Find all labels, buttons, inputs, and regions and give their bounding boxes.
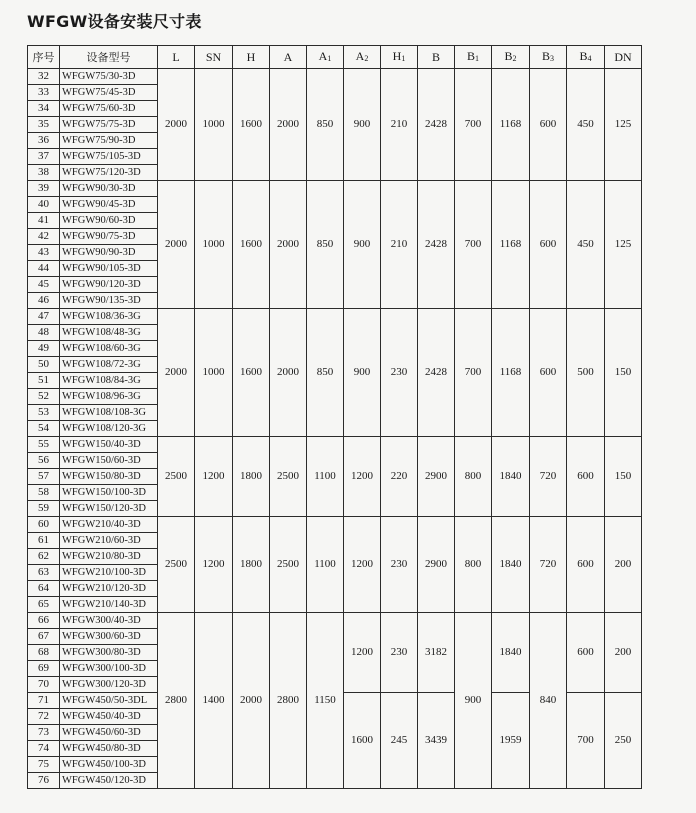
model-cell: WFGW450/120-3D — [60, 773, 158, 789]
dimension-cell-a2: 1200 — [344, 437, 381, 517]
model-cell: WFGW210/120-3D — [60, 581, 158, 597]
row-index-cell: 66 — [28, 613, 60, 629]
column-header-b — [418, 46, 455, 69]
dimension-cell-l: 2000 — [158, 309, 195, 437]
dimension-cell-b: 3182 — [418, 613, 455, 693]
dimension-cell-b2: 1840 — [492, 517, 530, 613]
row-index-cell: 53 — [28, 405, 60, 421]
dimension-cell-b1: 700 — [455, 69, 492, 181]
model-cell: WFGW210/140-3D — [60, 597, 158, 613]
column-header-label: H — [246, 49, 256, 64]
column-header-label: A — [355, 48, 365, 63]
row-index-cell: 63 — [28, 565, 60, 581]
row-index-cell: 58 — [28, 485, 60, 501]
dimension-cell-l: 2000 — [158, 181, 195, 309]
model-cell: WFGW108/108-3G — [60, 405, 158, 421]
dimension-cell-a1: 1100 — [307, 517, 344, 613]
row-index-cell: 32 — [28, 69, 60, 85]
column-header-label: B — [579, 48, 588, 63]
row-index-cell: 55 — [28, 437, 60, 453]
row-index-cell: 71 — [28, 693, 60, 709]
dimension-cell-a2: 900 — [344, 309, 381, 437]
dimension-cell-a: 2000 — [270, 181, 307, 309]
row-index-cell: 38 — [28, 165, 60, 181]
dimension-cell-h1: 220 — [381, 437, 418, 517]
column-header-subscript: 3 — [550, 53, 554, 63]
dimension-cell-b: 2428 — [418, 181, 455, 309]
dimension-cell-a1: 850 — [307, 69, 344, 181]
model-cell: WFGW450/100-3D — [60, 757, 158, 773]
dimension-cell-a: 2500 — [270, 437, 307, 517]
model-cell: WFGW150/60-3D — [60, 453, 158, 469]
row-index-cell: 46 — [28, 293, 60, 309]
dimension-cell-b3: 720 — [530, 517, 567, 613]
column-header-label: B — [541, 48, 550, 63]
column-header-index — [28, 46, 60, 69]
column-header-label: B — [504, 48, 513, 63]
model-cell: WFGW90/45-3D — [60, 197, 158, 213]
row-index-cell: 52 — [28, 389, 60, 405]
column-header-a1 — [307, 46, 344, 69]
dimension-cell-b1: 700 — [455, 309, 492, 437]
model-cell: WFGW450/40-3D — [60, 709, 158, 725]
model-cell: WFGW300/40-3D — [60, 613, 158, 629]
dimension-cell-sn: 1000 — [195, 181, 233, 309]
dimension-cell-sn: 1200 — [195, 437, 233, 517]
dimension-cell-b2: 1840 — [492, 437, 530, 517]
row-index-cell: 42 — [28, 229, 60, 245]
row-index-cell: 60 — [28, 517, 60, 533]
column-header-label: B — [466, 48, 475, 63]
column-header-label: 序号 — [32, 50, 55, 64]
column-header-subscript: 1 — [327, 53, 332, 63]
model-cell: WFGW300/100-3D — [60, 661, 158, 677]
dimension-cell-dn: 125 — [605, 181, 642, 309]
dimension-cell-h: 1600 — [233, 181, 270, 309]
dimension-cell-b1: 800 — [455, 437, 492, 517]
row-index-cell: 56 — [28, 453, 60, 469]
column-header-model — [60, 46, 158, 69]
row-index-cell: 41 — [28, 213, 60, 229]
row-index-cell: 47 — [28, 309, 60, 325]
row-index-cell: 67 — [28, 629, 60, 645]
model-cell: WFGW108/84-3G — [60, 373, 158, 389]
column-header-label: DN — [614, 49, 632, 64]
dimension-cell-b3: 600 — [530, 181, 567, 309]
table-body — [28, 69, 642, 789]
table-row — [28, 613, 642, 629]
dimension-cell-b1: 800 — [455, 517, 492, 613]
model-cell: WFGW210/40-3D — [60, 517, 158, 533]
model-cell: WFGW90/120-3D — [60, 277, 158, 293]
row-index-cell: 72 — [28, 709, 60, 725]
model-cell: WFGW450/80-3D — [60, 741, 158, 757]
model-cell: WFGW108/48-3G — [60, 325, 158, 341]
dimension-cell-sn: 1200 — [195, 517, 233, 613]
dimension-cell-b4: 450 — [567, 181, 605, 309]
table-row — [28, 517, 642, 533]
dimension-cell-h1: 210 — [381, 69, 418, 181]
dimension-cell-a: 2500 — [270, 517, 307, 613]
table-row — [28, 309, 642, 325]
row-index-cell: 43 — [28, 245, 60, 261]
row-index-cell: 69 — [28, 661, 60, 677]
dimension-cell-h1: 230 — [381, 517, 418, 613]
document-title: WFGW设备安装尺寸表 — [27, 12, 202, 31]
model-cell: WFGW108/72-3G — [60, 357, 158, 373]
dimension-cell-b1: 900 — [455, 613, 492, 789]
dimension-cell-b3: 840 — [530, 613, 567, 789]
dimension-cell-h: 1600 — [233, 309, 270, 437]
column-header-dn — [605, 46, 642, 69]
dimension-cell-sn: 1400 — [195, 613, 233, 789]
dimension-cell-a2: 1600 — [344, 693, 381, 789]
dimension-cell-a: 2800 — [270, 613, 307, 789]
column-header-label: SN — [205, 49, 222, 64]
row-index-cell: 44 — [28, 261, 60, 277]
model-cell: WFGW90/30-3D — [60, 181, 158, 197]
table-row — [28, 69, 642, 85]
dimension-cell-b: 2428 — [418, 69, 455, 181]
row-index-cell: 64 — [28, 581, 60, 597]
dimension-cell-b3: 600 — [530, 69, 567, 181]
installation-dimension-table — [27, 45, 642, 789]
row-index-cell: 51 — [28, 373, 60, 389]
model-cell: WFGW300/60-3D — [60, 629, 158, 645]
model-cell: WFGW90/105-3D — [60, 261, 158, 277]
dimension-cell-a1: 850 — [307, 181, 344, 309]
dimension-cell-b4: 600 — [567, 613, 605, 693]
row-index-cell: 35 — [28, 117, 60, 133]
column-header-label: H — [392, 48, 402, 63]
model-cell: WFGW150/100-3D — [60, 485, 158, 501]
dimension-cell-h1: 230 — [381, 309, 418, 437]
column-header-l — [158, 46, 195, 69]
dimension-cell-sn: 1000 — [195, 69, 233, 181]
model-cell: WFGW108/96-3G — [60, 389, 158, 405]
dimension-cell-b: 2900 — [418, 437, 455, 517]
row-index-cell: 50 — [28, 357, 60, 373]
column-header-label: A — [318, 48, 328, 63]
dimension-cell-dn: 200 — [605, 517, 642, 613]
dimension-cell-dn: 150 — [605, 309, 642, 437]
dimension-cell-b2: 1959 — [492, 693, 530, 789]
row-index-cell: 40 — [28, 197, 60, 213]
row-index-cell: 45 — [28, 277, 60, 293]
column-header-subscript: 2 — [512, 53, 517, 63]
row-index-cell: 70 — [28, 677, 60, 693]
model-cell: WFGW108/120-3G — [60, 421, 158, 437]
column-header-h — [233, 46, 270, 69]
dimension-cell-h1: 210 — [381, 181, 418, 309]
row-index-cell: 37 — [28, 149, 60, 165]
column-header-h1 — [381, 46, 418, 69]
model-cell: WFGW90/75-3D — [60, 229, 158, 245]
dimension-cell-b4: 450 — [567, 69, 605, 181]
column-header-subscript: 4 — [587, 53, 592, 63]
model-cell: WFGW210/60-3D — [60, 533, 158, 549]
row-index-cell: 39 — [28, 181, 60, 197]
dimension-cell-h: 1800 — [233, 437, 270, 517]
dimension-cell-h1: 230 — [381, 613, 418, 693]
model-cell: WFGW75/90-3D — [60, 133, 158, 149]
column-header-subscript: 2 — [364, 53, 369, 63]
model-cell: WFGW75/75-3D — [60, 117, 158, 133]
dimension-cell-h: 1800 — [233, 517, 270, 613]
column-header-subscript: 1 — [475, 53, 479, 63]
row-index-cell: 74 — [28, 741, 60, 757]
row-index-cell: 73 — [28, 725, 60, 741]
model-cell: WFGW450/60-3D — [60, 725, 158, 741]
row-index-cell: 33 — [28, 85, 60, 101]
column-header-label: A — [283, 49, 293, 64]
column-header-label: B — [431, 49, 440, 64]
model-cell: WFGW108/60-3G — [60, 341, 158, 357]
dimension-cell-h1: 245 — [381, 693, 418, 789]
row-index-cell: 57 — [28, 469, 60, 485]
dimension-cell-b3: 600 — [530, 309, 567, 437]
column-header-subscript: 1 — [401, 53, 406, 63]
row-index-cell: 62 — [28, 549, 60, 565]
model-cell: WFGW108/36-3G — [60, 309, 158, 325]
dimension-cell-b2: 1168 — [492, 181, 530, 309]
dimension-cell-dn: 150 — [605, 437, 642, 517]
row-index-cell: 75 — [28, 757, 60, 773]
model-cell: WFGW150/80-3D — [60, 469, 158, 485]
dimension-cell-a2: 900 — [344, 69, 381, 181]
model-cell: WFGW90/60-3D — [60, 213, 158, 229]
model-cell: WFGW210/80-3D — [60, 549, 158, 565]
dimension-cell-a2: 1200 — [344, 613, 381, 693]
dimension-cell-l: 2800 — [158, 613, 195, 789]
dimension-cell-a: 2000 — [270, 69, 307, 181]
dimension-cell-l: 2000 — [158, 69, 195, 181]
table-row — [28, 181, 642, 197]
row-index-cell: 59 — [28, 501, 60, 517]
row-index-cell: 36 — [28, 133, 60, 149]
dimension-cell-b4: 700 — [567, 693, 605, 789]
column-header-a — [270, 46, 307, 69]
dimension-cell-b2: 1168 — [492, 309, 530, 437]
row-index-cell: 61 — [28, 533, 60, 549]
model-cell: WFGW300/120-3D — [60, 677, 158, 693]
dimension-cell-l: 2500 — [158, 517, 195, 613]
dimension-cell-b2: 1168 — [492, 69, 530, 181]
row-index-cell: 65 — [28, 597, 60, 613]
column-header-sn — [195, 46, 233, 69]
model-cell: WFGW90/135-3D — [60, 293, 158, 309]
dimension-cell-a: 2000 — [270, 309, 307, 437]
dimension-cell-b4: 600 — [567, 517, 605, 613]
model-cell: WFGW150/120-3D — [60, 501, 158, 517]
model-cell: WFGW150/40-3D — [60, 437, 158, 453]
row-index-cell: 48 — [28, 325, 60, 341]
table-header-row — [28, 46, 642, 69]
model-cell: WFGW210/100-3D — [60, 565, 158, 581]
model-cell: WFGW75/105-3D — [60, 149, 158, 165]
row-index-cell: 54 — [28, 421, 60, 437]
dimension-cell-h: 2000 — [233, 613, 270, 789]
model-cell: WFGW90/90-3D — [60, 245, 158, 261]
dimension-cell-l: 2500 — [158, 437, 195, 517]
dimension-cell-b: 2900 — [418, 517, 455, 613]
dimension-cell-b4: 600 — [567, 437, 605, 517]
dimension-cell-a2: 900 — [344, 181, 381, 309]
model-cell: WFGW300/80-3D — [60, 645, 158, 661]
model-cell: WFGW75/30-3D — [60, 69, 158, 85]
dimension-cell-dn: 200 — [605, 613, 642, 693]
table-row — [28, 437, 642, 453]
row-index-cell: 34 — [28, 101, 60, 117]
model-cell: WFGW450/50-3DL — [60, 693, 158, 709]
dimension-cell-h: 1600 — [233, 69, 270, 181]
dimension-cell-a1: 1100 — [307, 437, 344, 517]
column-header-a2 — [344, 46, 381, 69]
dimension-cell-sn: 1000 — [195, 309, 233, 437]
dimension-cell-a1: 1150 — [307, 613, 344, 789]
column-header-b2 — [492, 46, 530, 69]
column-header-b4 — [567, 46, 605, 69]
column-header-b3 — [530, 46, 567, 69]
dimension-cell-b2: 1840 — [492, 613, 530, 693]
column-header-label: 设备型号 — [86, 50, 131, 64]
dimension-cell-dn: 250 — [605, 693, 642, 789]
dimension-cell-b4: 500 — [567, 309, 605, 437]
model-cell: WFGW75/60-3D — [60, 101, 158, 117]
dimension-cell-b: 3439 — [418, 693, 455, 789]
dimension-cell-a2: 1200 — [344, 517, 381, 613]
row-index-cell: 76 — [28, 773, 60, 789]
dimension-cell-a1: 850 — [307, 309, 344, 437]
dimension-cell-b1: 700 — [455, 181, 492, 309]
dimension-cell-b3: 720 — [530, 437, 567, 517]
model-cell: WFGW75/45-3D — [60, 85, 158, 101]
dimension-cell-b: 2428 — [418, 309, 455, 437]
column-header-b1 — [455, 46, 492, 69]
row-index-cell: 49 — [28, 341, 60, 357]
model-cell: WFGW75/120-3D — [60, 165, 158, 181]
column-header-label: L — [172, 49, 180, 64]
row-index-cell: 68 — [28, 645, 60, 661]
dimension-cell-dn: 125 — [605, 69, 642, 181]
